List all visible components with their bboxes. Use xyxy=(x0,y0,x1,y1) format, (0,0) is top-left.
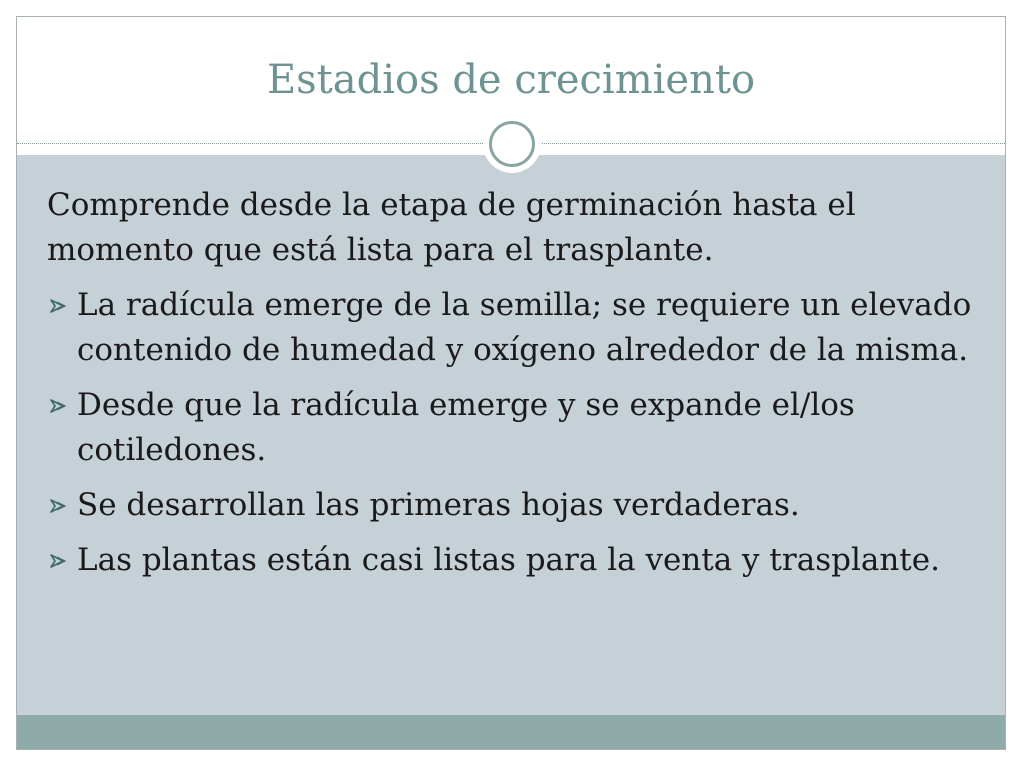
intro-paragraph: Comprende desde la etapa de germinación hasta el momento que está lista para el trasplante. xyxy=(47,187,856,268)
arrow-bullet-icon xyxy=(47,283,73,328)
list-item xyxy=(47,538,982,583)
slide-title: Estadios de crecimiento xyxy=(266,57,756,103)
bullet-list xyxy=(47,283,982,583)
bullet-text: La radícula emerge de la semilla; se requiere un elevado contenido de humedad y oxígeno alrededor de la misma. xyxy=(77,287,972,368)
bullet-text: Se desarrollan las primeras hojas verdaderas. xyxy=(77,487,800,523)
list-item xyxy=(47,383,982,473)
slide xyxy=(16,16,1006,750)
bullet-text: Desde que la radícula emerge y se expande el/los cotiledones. xyxy=(77,387,855,468)
bullet-text: Las plantas están casi listas para la venta y trasplante. xyxy=(77,542,940,578)
circle-ring-icon xyxy=(483,115,541,173)
list-item xyxy=(47,483,982,528)
ornament-ring xyxy=(489,121,535,167)
slide-body xyxy=(47,183,982,593)
arrow-bullet-icon xyxy=(47,383,73,428)
arrow-bullet-icon xyxy=(47,538,73,583)
arrow-bullet-icon xyxy=(47,483,73,528)
footer-bar xyxy=(17,715,1005,749)
list-item xyxy=(47,283,982,373)
